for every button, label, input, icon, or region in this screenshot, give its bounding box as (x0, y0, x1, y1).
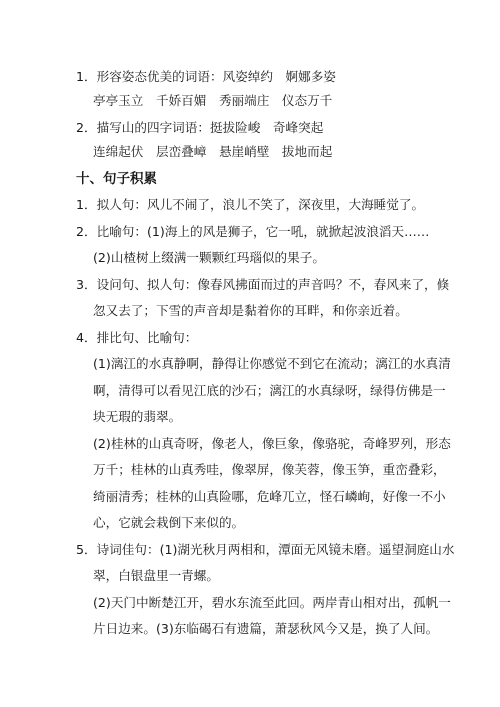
vocab-item-2-cont: 连绵起伏 层峦叠嶂 悬崖峭壁 拔地而起 (93, 144, 333, 159)
sentence-item-4-sub-1: (1)漓江的水真静啊，静得让你感觉不到它在流动；漓江的水真清 (93, 356, 451, 371)
sentence-item-2: 2．比喻句：(1)海上的风是狮子，它一吼，就掀起波浪滔天…… (76, 224, 430, 239)
sentence-item-4-sub-2-cont: 心，它就会栽倒下来似的。 (93, 515, 245, 530)
sentence-item-3: 3．设问句、拟人句：像春风拂面而过的声音吗？不，春风来了，倏 (76, 277, 450, 292)
vocab-item-1: 1．形容姿态优美的词语：风姿绰约 婀娜多姿 (76, 69, 336, 84)
sentence-item-5-sub-2-cont: 片日边来。(3)东临碣石有遗篇，萧瑟秋风今又是，换了人间。 (93, 621, 439, 636)
sentence-item-1: 1．拟人句：风儿不闹了，浪儿不笑了，深夜里，大海睡觉了。 (76, 197, 425, 212)
section-heading: 十、句子积累 (76, 171, 157, 187)
sentence-item-4-sub-2-cont: 万千；桂林的山真秀哇，像翠屏，像芙蓉，像玉笋，重峦叠彩， (93, 462, 446, 477)
sentence-item-4-sub-2-cont: 绮丽清秀；桂林的山真险哪，危峰兀立，怪石嶙峋，好像一不小 (93, 489, 446, 504)
vocab-item-1-cont: 亭亭玉立 千娇百媚 秀丽端庄 仪态万千 (93, 93, 333, 108)
sentence-item-2-sub: (2)山楂树上缀满一颗颗红玛瑙似的果子。 (93, 250, 325, 265)
sentence-item-4-sub-1-cont: 啊，清得可以看见江底的沙石；漓江的水真绿呀，绿得仿佛是一 (93, 383, 446, 398)
sentence-item-4-sub-2: (2)桂林的山真奇呀，像老人，像巨象，像骆驼，奇峰罗列，形态 (93, 436, 451, 451)
sentence-item-5-sub-2: (2)天门中断楚江开，碧水东流至此回。两岸青山相对出，孤帆一 (93, 595, 451, 610)
sentence-item-3-cont: 忽又去了；下雪的声音却是黏着你的耳畔，和你亲近着。 (93, 303, 408, 318)
sentence-item-4-sub-1-cont: 块无瑕的翡翠。 (93, 409, 182, 424)
sentence-item-5-cont: 翠，白银盘里一青螺。 (93, 568, 219, 583)
vocab-item-2: 2．描写山的四字词语：挺拔险峻 奇峰突起 (76, 120, 324, 135)
sentence-item-5: 5．诗词佳句：(1)湖光秋月两相和，潭面无风镜未磨。遥望洞庭山水 (76, 542, 455, 557)
sentence-item-4: 4．排比句、比喻句： (76, 330, 198, 345)
